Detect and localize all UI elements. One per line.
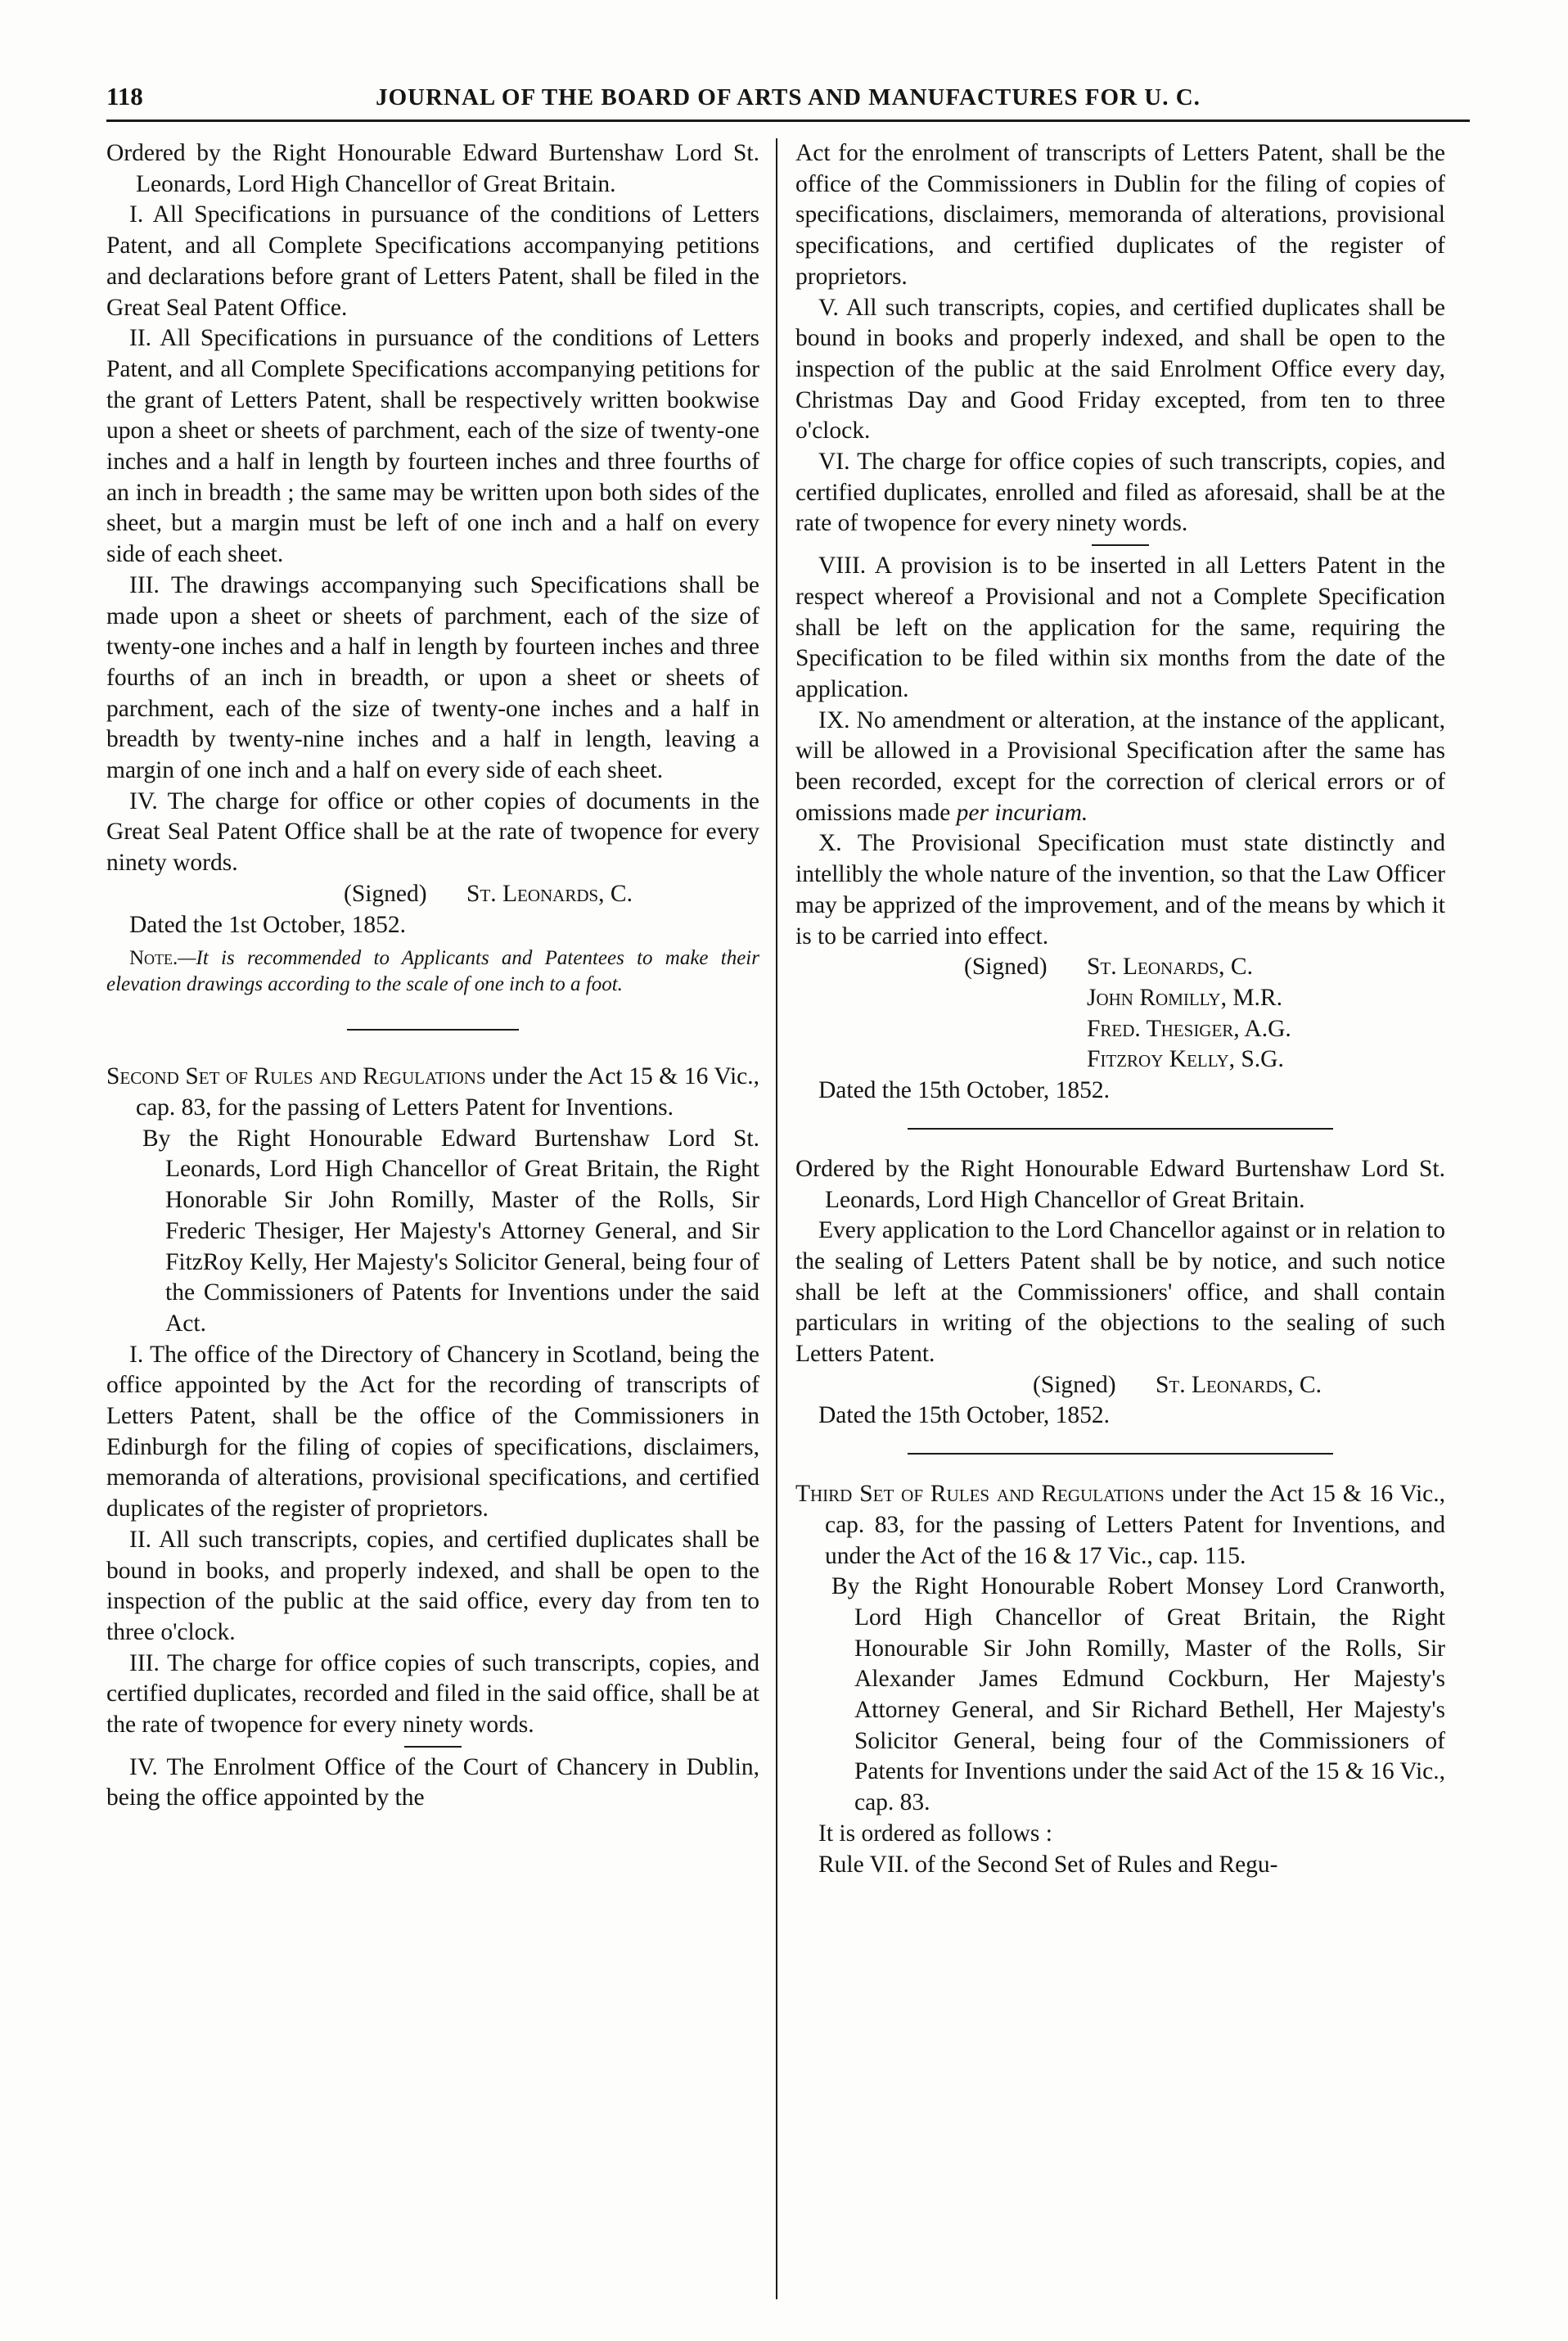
- ordered-follows: It is ordered as follows :: [818, 1820, 1052, 1847]
- rule-3: III. The drawings accompanying such Specifications shall be made upon a sheet or sheets of parchment, each of the size of twenty-one inches and a half in length by fourteen inches and three fourths of an inch in breadth, or upon a sheet or sheets of parchment, each of the size of twenty-one inches and a half in breadth by twenty-nine inches and a half in length, leaving a margin of one inch and a half on every side of each sheet.: [106, 571, 759, 784]
- signer-name: Fitzroy Kelly, S.G.: [1087, 1046, 1284, 1073]
- third-set-authority: By the Right Honourable Robert Monsey Lord Cranworth, Lord High Chancellor of Great Britain, the Right Honourable Sir John Romilly, Master of the Rolls, Sir Alexander James Edmund Cockburn, Her Majesty's Attorney General, and Sir Richard Bethell, Her Majesty's Solicitor General, being four of the Commissioners of Patents for Inventions under the said Act of the 15 & 16 Vic., cap. 83.: [831, 1573, 1445, 1816]
- running-header: [106, 82, 1470, 122]
- note-text: —It is recommended to Applicants and Patentees to make their elevation drawings according to the scale of one inch to a foot.: [106, 947, 759, 996]
- signed-label: (Signed): [964, 954, 1048, 981]
- signed-label: (Signed): [344, 880, 427, 907]
- rule-4: IV. The charge for office or other copies of documents in the Great Seal Patent Office shall be at the rate of twopence for every ninety words.: [106, 787, 759, 877]
- ordered-paragraph: Ordered by the Right Honourable Edward Burtenshaw Lord St. Leonards, Lord High Chancellor of Great Britain.: [795, 1155, 1445, 1213]
- second-set-title: Second Set of Rules and Regulations: [106, 1063, 486, 1090]
- note-label: Note.: [129, 947, 178, 970]
- section-divider: [908, 1453, 1333, 1455]
- rule-7-reference: Rule VII. of the Second Set of Rules and Regu-: [818, 1851, 1278, 1878]
- signer-name: St. Leonards, C.: [466, 880, 633, 907]
- date-line: Dated the 15th October, 1852.: [818, 1077, 1111, 1104]
- second-rule-3: III. The charge for office copies of such transcripts, copies, and certified duplicates, recorded and filed in the said office, shall be at the rate of twopence for every ninety words.: [106, 1649, 759, 1739]
- signer-list: [1087, 952, 1291, 1076]
- application-paragraph: Every application to the Lord Chancellor against or in relation to the sealing of Letters Patent shall be by notice, and such notice shall be left at the Commissioners' office, and shall contain particulars in writing of the objections to the sealing of such Letters Patent.: [795, 1217, 1445, 1368]
- short-divider: [1092, 544, 1149, 546]
- note-paragraph: [106, 945, 759, 998]
- signature-line: [795, 1370, 1445, 1401]
- signed-label: (Signed): [1033, 1371, 1116, 1398]
- signer-name: St. Leonards, C.: [1156, 1371, 1322, 1398]
- rule-1: I. All Specifications in pursuance of the conditions of Letters Patent, and all Complete Specifications accompanying petitions and declarations before grant of Letters Patent, shall be filed in the Great Seal Patent Office.: [106, 201, 759, 321]
- second-set-heading: [106, 1062, 759, 1123]
- signature-block: [795, 952, 1445, 1076]
- rule-9-text: IX. No amendment or alteration, at the instance of the applicant, will be allowed in a Provisional Specification after the same has been recorded, except for the correction of clerical errors or of omissions made: [795, 706, 1445, 826]
- section-divider: [908, 1128, 1333, 1130]
- third-set-title: Third Set of Rules and Regulations: [795, 1481, 1165, 1508]
- page-number: 118: [106, 82, 143, 111]
- second-rule-10: X. The Provisional Specification must state distinctly and intellibly the whole nature of the invention, so that the Law Officer may be apprized of the improvement, and of the means by which it is to be carried into effect.: [795, 830, 1445, 949]
- rule-2: II. All Specifications in pursuance of the conditions of Letters Patent, and all Complete Specifications accompanying petitions for the grant of Letters Patent, shall be respectively written bookwise upon a sheet or sheets of parchment, each of the size of twenty-one inches and a half in length by fourteen inches and three fourths of an inch in breadth ; the same may be written upon both sides of the sheet, but a margin must be left of one inch and a half on every side of each sheet.: [106, 325, 759, 568]
- second-set-authority: By the Right Honourable Edward Burtenshaw Lord St. Leonards, Lord High Chancellor of Great Britain, the Right Honorable Sir John Romilly, Master of the Rolls, Sir Frederic Thesiger, Her Majesty's Attorney General, and Sir FitzRoy Kelly, Her Majesty's Solicitor General, being four of the Commissioners of Patents for Inventions under the said Act.: [142, 1125, 759, 1337]
- second-rule-4: IV. The Enrolment Office of the Court of Chancery in Dublin, being the office appointed by the: [106, 1753, 759, 1811]
- third-set-rest: under the Act 15 & 16 Vic., cap. 83, for the passing of Letters Patent for Inventions, and under the Act of the 16 & 17 Vic., cap. 115.: [825, 1481, 1445, 1569]
- second-rule-5: V. All such transcripts, copies, and certified duplicates shall be bound in books and properly indexed, and shall be open to the inspection of the public at the said Enrolment Office every day, Christmas Day and Good Friday excepted, from ten to three o'clock.: [795, 294, 1445, 444]
- signature-line: [106, 879, 759, 910]
- date-line: Dated the 15th October, 1852.: [818, 1402, 1111, 1429]
- second-rule-8: VIII. A provision is to be inserted in all Letters Patent in the respect whereof a Provisional and not a Complete Specification shall be left on the application for the same, requiring the Specification to be filed within six months from the date of the application.: [795, 553, 1445, 702]
- rule-9-italic: per incuriam.: [956, 799, 1088, 826]
- short-divider: [404, 1746, 462, 1748]
- left-column: [106, 138, 776, 2299]
- second-rule-2: II. All such transcripts, copies, and certified duplicates shall be bound in books, and properly indexed, and shall be open to the inspection of the public at the said office, every day from ten to three o'clock.: [106, 1526, 759, 1645]
- third-set-heading: [795, 1479, 1445, 1572]
- date-line: Dated the 1st October, 1852.: [129, 911, 406, 938]
- signer-name: St. Leonards, C.: [1087, 954, 1253, 981]
- second-rule-9: [795, 706, 1445, 829]
- journal-title: JOURNAL OF THE BOARD OF ARTS AND MANUFACTURES FOR U. C.: [376, 84, 1201, 111]
- right-column: [776, 138, 1445, 2299]
- second-set-rest: under the Act 15 & 16 Vic., cap. 83, for the passing of Letters Patent for Inventions.: [136, 1063, 759, 1121]
- signer-name: Fred. Thesiger, A.G.: [1087, 1015, 1291, 1042]
- second-rule-1: I. The office of the Directory of Chancery in Scotland, being the office appointed by the Act for the recording of transcripts of Letters Patent, shall be the office of the Commissioners in Edinburgh for the filing of copies of specifications, disclaimers, memoranda of alterations, provisional specifications, and certified duplicates of the register of proprietors.: [106, 1341, 759, 1522]
- text-columns: [106, 138, 1470, 2299]
- signer-name: John Romilly, M.R.: [1087, 984, 1282, 1011]
- second-rule-6: VI. The charge for office copies of such transcripts, copies, and certified duplicates, enrolled and filed as aforesaid, shall be at the rate of twopence for every ninety words.: [795, 449, 1445, 537]
- section-divider: [347, 1029, 519, 1031]
- second-rule-4-continued: Act for the enrolment of transcripts of Letters Patent, shall be the office of the Commissioners in Dublin for the filing of copies of specifications, disclaimers, memoranda of alterations, provisional specifications, and certified duplicates of the register of proprietors.: [795, 140, 1445, 290]
- ordered-paragraph: Ordered by the Right Honourable Edward Burtenshaw Lord St. Leonards, Lord High Chancellor of Great Britain.: [106, 140, 759, 197]
